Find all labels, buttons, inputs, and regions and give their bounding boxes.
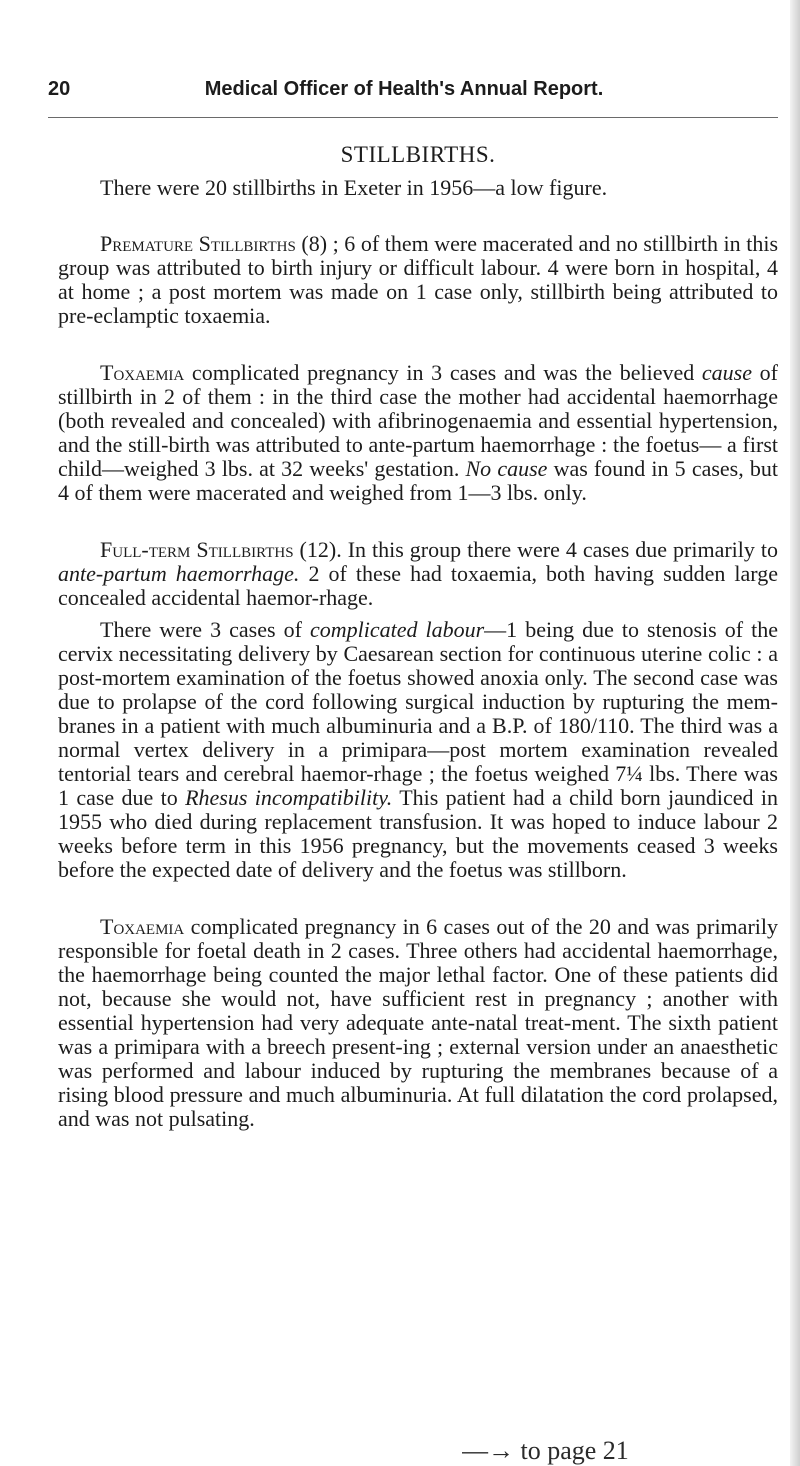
paragraph-toxaemia-full-term-text: complicated pregnancy in 6 cases out of the 20 and was primarily responsible for foetal death in 2 cases. Three others had accidental haemorrhage, the haemorrhage being counted the major lethal factor. One of these patients did not, because she would not, have sufficient rest in pregnancy ; another with essential hypertension had very adequate ante-natal treat-ment. The sixth patient was a primipara with a breech present-ing ; external version under an anaesthetic was performed and labour induced by rupturing the membranes because of a rising blood pressure and much albuminuria. At full dilatation the cord prolapsed, and was not pulsating. — [58, 914, 778, 1131]
paragraph-complicated-labour-text-b: —1 being due to stenosis of the cervix necessitating delivery by Caesarean section for continuous uterine colic : a post-mortem examination of the foetus showed anoxia only. The second case was due to prolapse of the cord following surgical induction by rupturing the mem-branes in a patient with much albuminuria and a B.P. of 180/110. The third was a normal vertex delivery in a primipara—post mortem examination revealed tentorial tears and cerebral haemor-rhage ; the foetus weighed 7¼ lbs. There was 1 case due to — [58, 617, 778, 810]
paragraph-toxaemia-text-c: was found in 5 cases, but 4 of them were macerated and weighed from 1—3 lbs. only. — [58, 456, 779, 505]
emphasis-complicated-labour: complicated labour — [309, 617, 485, 642]
footer-continuation-note: —→ to page 21 — [462, 1436, 629, 1465]
paragraph-intro — [58, 176, 778, 200]
paragraph-toxaemia-premature — [58, 361, 778, 505]
paragraph-full-term — [58, 538, 778, 610]
paragraph-toxaemia-heading: Toxaemia — [100, 360, 185, 385]
emphasis-no-cause: No cause — [465, 456, 548, 481]
paragraph-premature-text: (8) ; 6 of them were macerated and no stillbirth in this group was attributed to birth injury or difficult labour. 4 were born in hospital, 4 at home ; a post mortem was made on 1 case only, stillbirth being attributed to pre-eclamptic toxaemia. — [58, 231, 779, 328]
page-header — [48, 78, 760, 112]
section-title: STILLBIRTHS. — [340, 142, 496, 167]
paragraph-full-term-text-b: 2 of these had toxaemia, both having sudden large concealed accidental haemor-rhage. — [58, 561, 778, 610]
paragraph-premature-heading: Premature Stillbirths — [100, 231, 296, 256]
paragraph-complicated-labour-text-a: There were 3 cases of — [100, 617, 310, 642]
emphasis-rhesus: Rhesus incompatibility. — [185, 785, 393, 810]
paragraph-full-term-heading: Full-term Stillbirths — [100, 537, 294, 562]
paragraph-complicated-labour — [58, 618, 778, 882]
paragraph-intro-text: There were 20 stillbirths in Exeter in 1956—a low figure. — [100, 175, 608, 200]
paragraph-toxaemia-text-a: complicated pregnancy in 3 cases and was the believed — [184, 360, 702, 385]
paragraph-toxaemia-text-b: of stillbirth in 2 of them : in the third case the mother had accidental haemorrhage (both revealed and concealed) with afibrinogenaemia and essential hypertension, and the still-birth was attributed to ante-partum haemorrhage : the foetus— a first child—weighed 3 lbs. at 32 weeks' gestation. — [58, 360, 779, 481]
paragraph-full-term-text-a: (12). In this group there were 4 cases due primarily to — [293, 537, 778, 562]
paragraph-complicated-labour-text-c: This patient had a child born jaundiced in 1955 who died during replacement transfusion. It was hoped to induce labour 2 weeks before term in this 1956 pregnancy, but the movements ceased 3 weeks before the expected date of delivery and the foetus was stillborn. — [58, 785, 778, 882]
page-number: 20 — [48, 78, 71, 100]
running-title: Medical Officer of Health's Annual Report. — [204, 78, 604, 100]
paragraph-premature — [58, 232, 778, 328]
emphasis-ante-partum: ante-partum haemorrhage. — [58, 561, 300, 586]
paragraph-toxaemia-full-term-heading: Toxaemia — [100, 914, 185, 939]
emphasis-cause: cause — [701, 360, 753, 385]
page-edge-shadow — [790, 0, 800, 1466]
header-rule — [48, 117, 778, 118]
paragraph-toxaemia-full-term — [58, 915, 778, 1131]
document-body — [58, 143, 778, 1131]
